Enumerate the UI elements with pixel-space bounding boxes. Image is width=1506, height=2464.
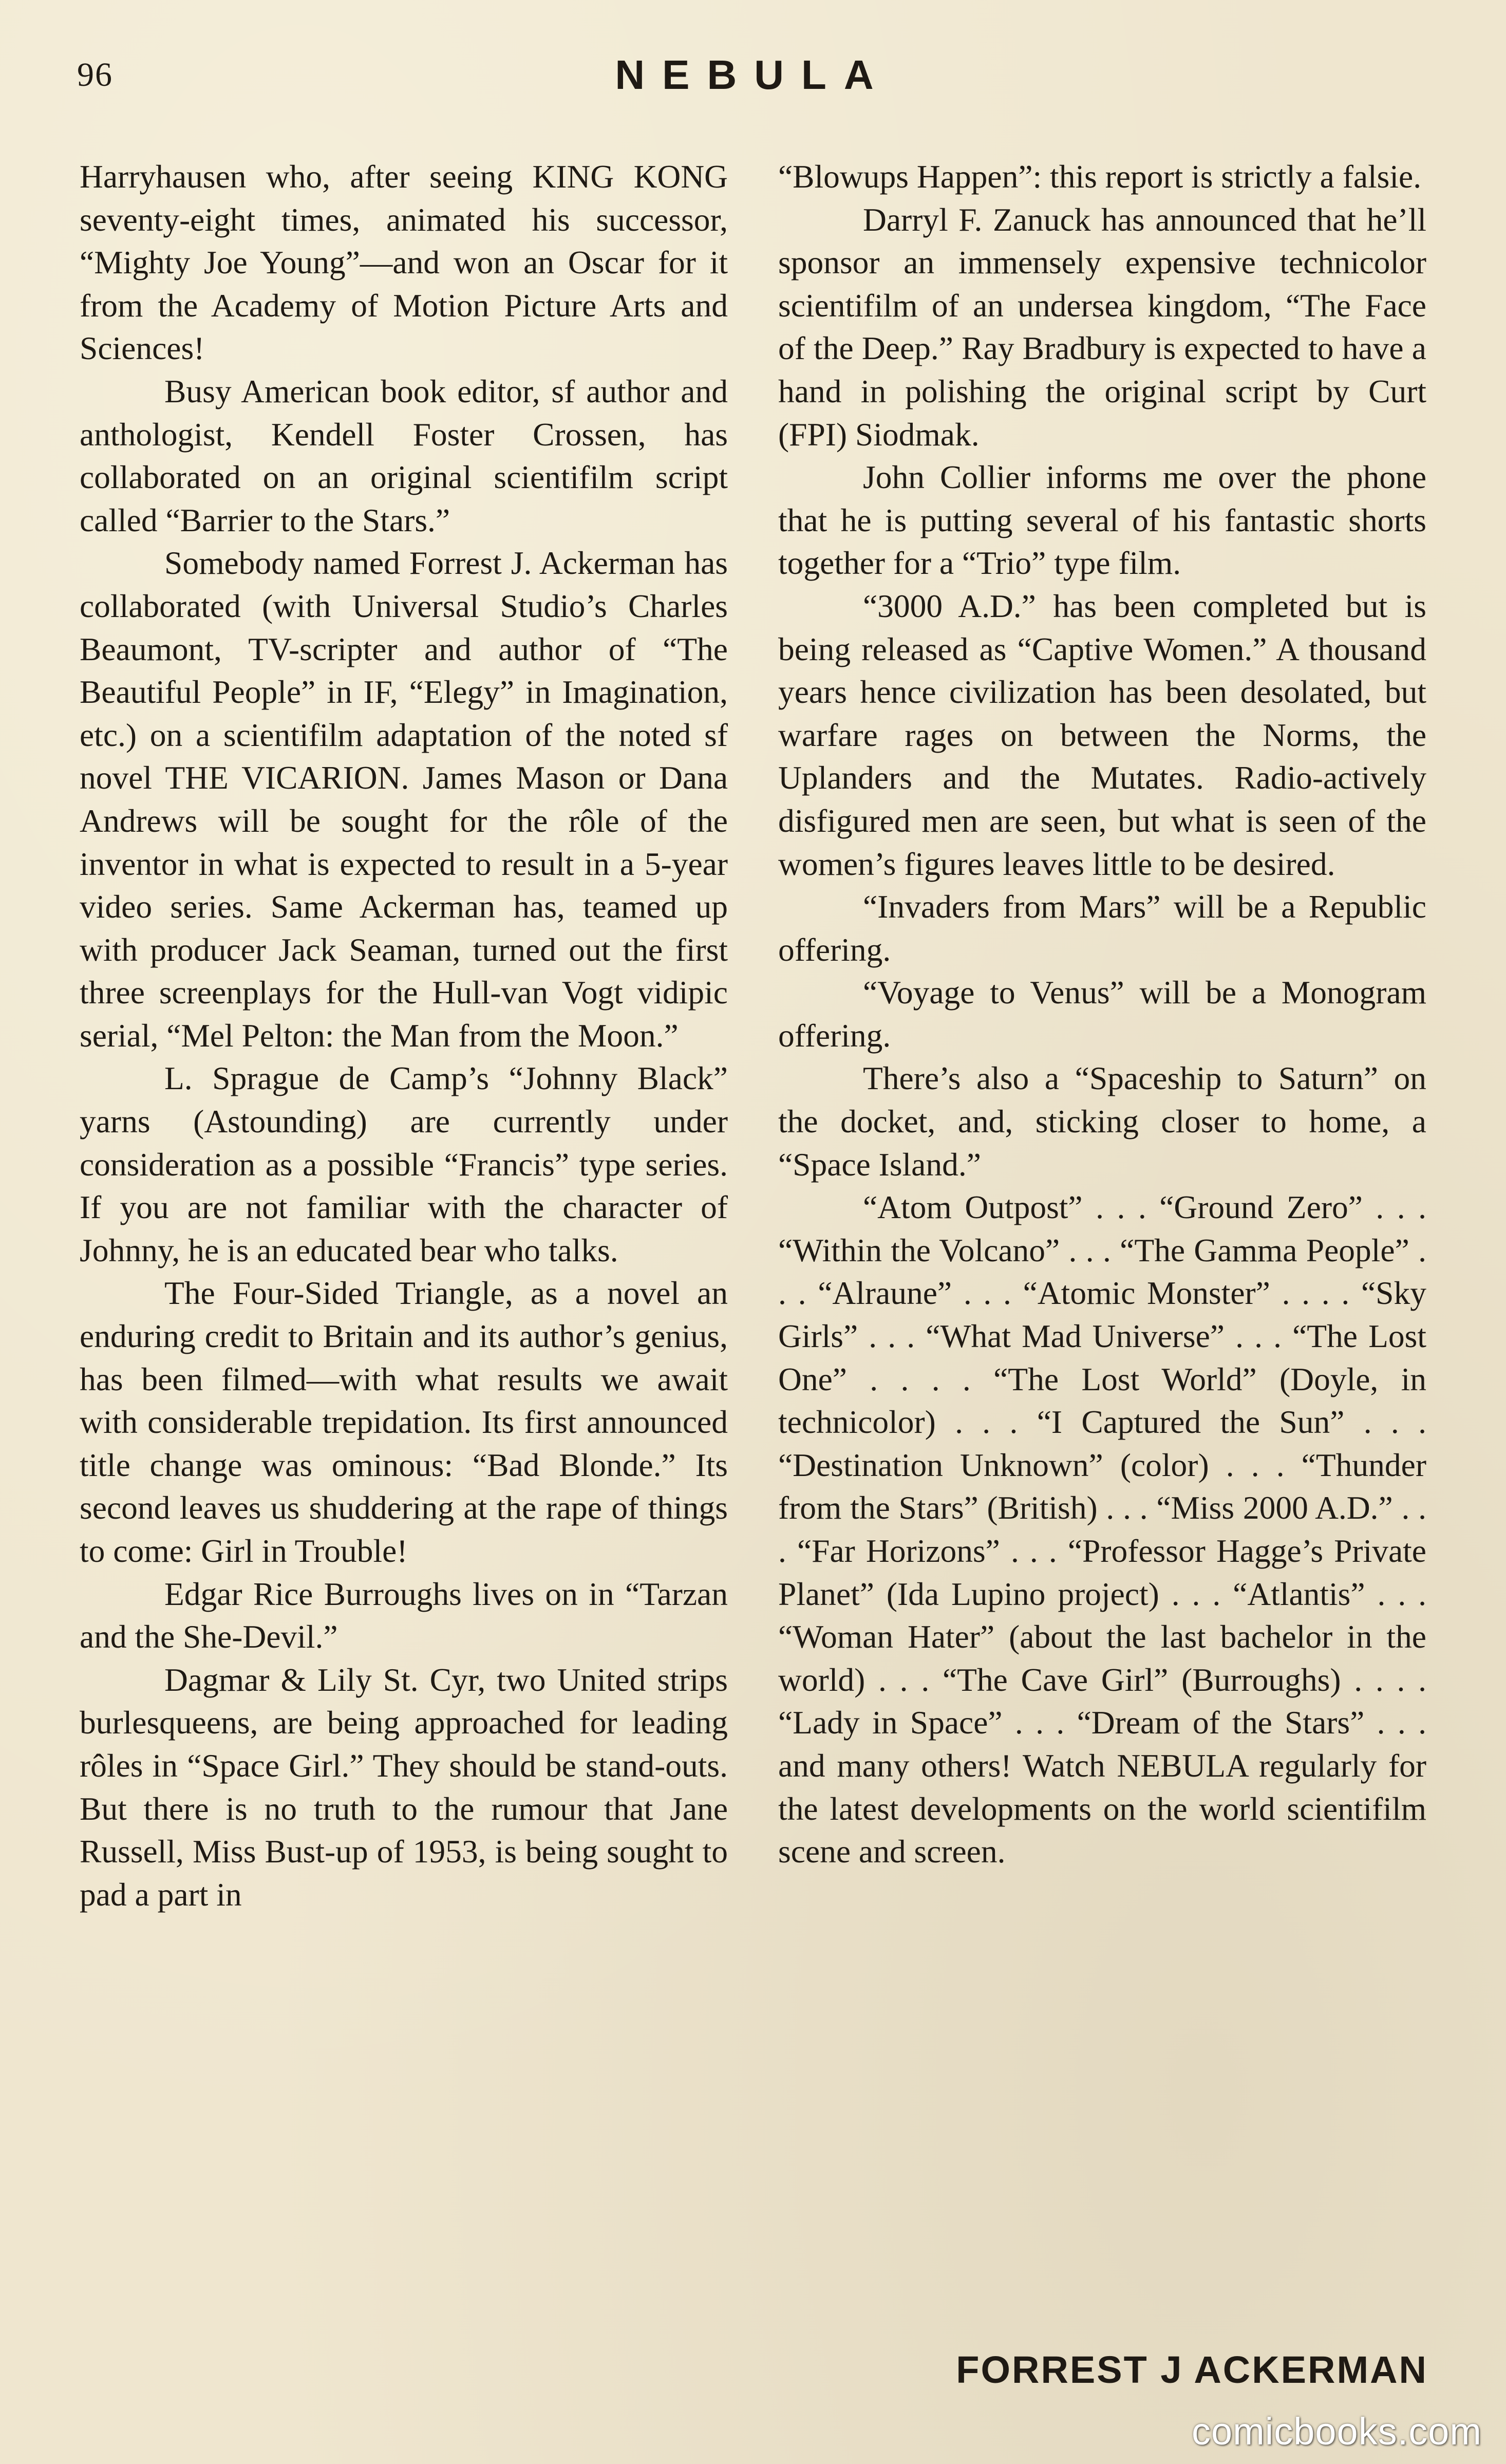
paragraph: The Four-Sided Triangle, as a novel an enduring credit to Britain and its author’s genius, has been filmed—with what results we await with considerable trepidation. Its first announced title change was ominous: “Bad Blonde.” Its second leaves us shuddering at the rape of things to come: Girl in Trouble! — [80, 1275, 728, 1569]
paragraph: Edgar Rice Burroughs lives on in “Tarzan and the She-Devil.” — [80, 1575, 728, 1655]
paragraph: L. Sprague de Camp’s “Johnny Black” yarns (Astounding) are currently under consideration as a possible “Francis” type series. If you are not familiar with the character of Johnny, he is an educated bear who talks. — [80, 1060, 728, 1268]
paragraph: John Collier informs me over the phone that he is putting several of his fantastic shorts together for a “Trio” type film. — [778, 459, 1426, 582]
paragraph: “Voyage to Venus” will be a Monogram offering. — [778, 974, 1426, 1054]
left-column — [80, 155, 728, 1916]
paragraph: Dagmar & Lily St. Cyr, two United strips burlesqueens, are being approached for leading rôles in “Space Girl.” They should be stand-outs. But there is no truth to the rumour that Jane Russell, Miss Bust-up of 1953, is being sought to pad a part in — [80, 1661, 728, 1913]
paragraph: “3000 A.D.” has been completed but is being released as “Captive Women.” A thousand years hence civilization has been desolated, but warfare rages on between the Norms, the Uplanders and the Mutates. Radio-actively disfigured men are seen, but what is seen of the women’s figures leaves little to be desired. — [778, 587, 1426, 882]
paragraph: “Invaders from Mars” will be a Republic offering. — [778, 888, 1426, 968]
paragraph: Harryhausen who, after seeing KING KONG seventy-eight times, animated his successor, “Mighty Joe Young”—and won an Oscar for it from the Academy of Motion Picture Arts and Sciences! — [80, 158, 728, 367]
site-watermark: comicbooks.com — [1192, 2410, 1482, 2453]
paragraph: Busy American book editor, sf author and anthologist, Kendell Foster Crossen, has collaborated on an original scientifilm script called “Barrier to the Stars.” — [80, 372, 728, 538]
page-number: 96 — [77, 56, 113, 94]
author-signature: FORREST J ACKERMAN — [956, 2348, 1428, 2391]
paragraph: There’s also a “Spaceship to Saturn” on the docket, and, sticking closer to home, a “Space Island.” — [778, 1060, 1426, 1183]
paragraph: Somebody named Forrest J. Ackerman has collaborated (with Universal Studio’s Charles Beaumont, TV-scripter and author of “The Beautiful People” in IF, “Elegy” in Imagination, etc.) on a scientifilm adaptation of the noted sf novel THE VICARION. James Mason or Dana Andrews will be sought for the rôle of the inventor in what is expected to result in a 5-year video series. Same Ackerman has, teamed up with producer Jack Seaman, turned out the first three screenplays for the Hull-van Vogt vidipic serial, “Mel Pelton: the Man from the Moon.” — [80, 545, 728, 1054]
paragraph: “Atom Outpost” . . . “Ground Zero” . . . “Within the Volcano” . . . “The Gamma People” . . . “Alraune” . . . “Atomic Monster” . . . . “Sky Girls” . . . “What Mad Universe” . . . “The Lost One” . . . . “The Lost World” (Doyle, in technicolor) . . . “I Captured the Sun” . . . “Destination Unknown” (color) . . . “Thunder from the Stars” (British) . . . “Miss 2000 A.D.” . . . “Far Horizons” . . . “Professor Hagge’s Private Planet” (Ida Lupino project) . . . “Atlantis” . . . “Woman Hater” (about the last bachelor in the world) . . . “The Cave Girl” (Burroughs) . . . . “Lady in Space” . . . “Dream of the Stars” . . . and many others! Watch NEBULA regularly for the latest developments on the world scientifilm scene and screen. — [778, 1189, 1426, 1870]
paragraph: “Blowups Happen”: this report is strictly a falsie. — [778, 158, 1422, 195]
magazine-title: NEBULA — [615, 52, 891, 98]
paragraph: Darryl F. Zanuck has announced that he’ll sponsor an immensely expensive technicolor scientifilm of an undersea kingdom, “The Face of the Deep.” Ray Bradbury is expected to have a hand in polishing the original script by Curt (FPI) Siodmak. — [778, 201, 1426, 453]
right-column — [778, 155, 1426, 1873]
